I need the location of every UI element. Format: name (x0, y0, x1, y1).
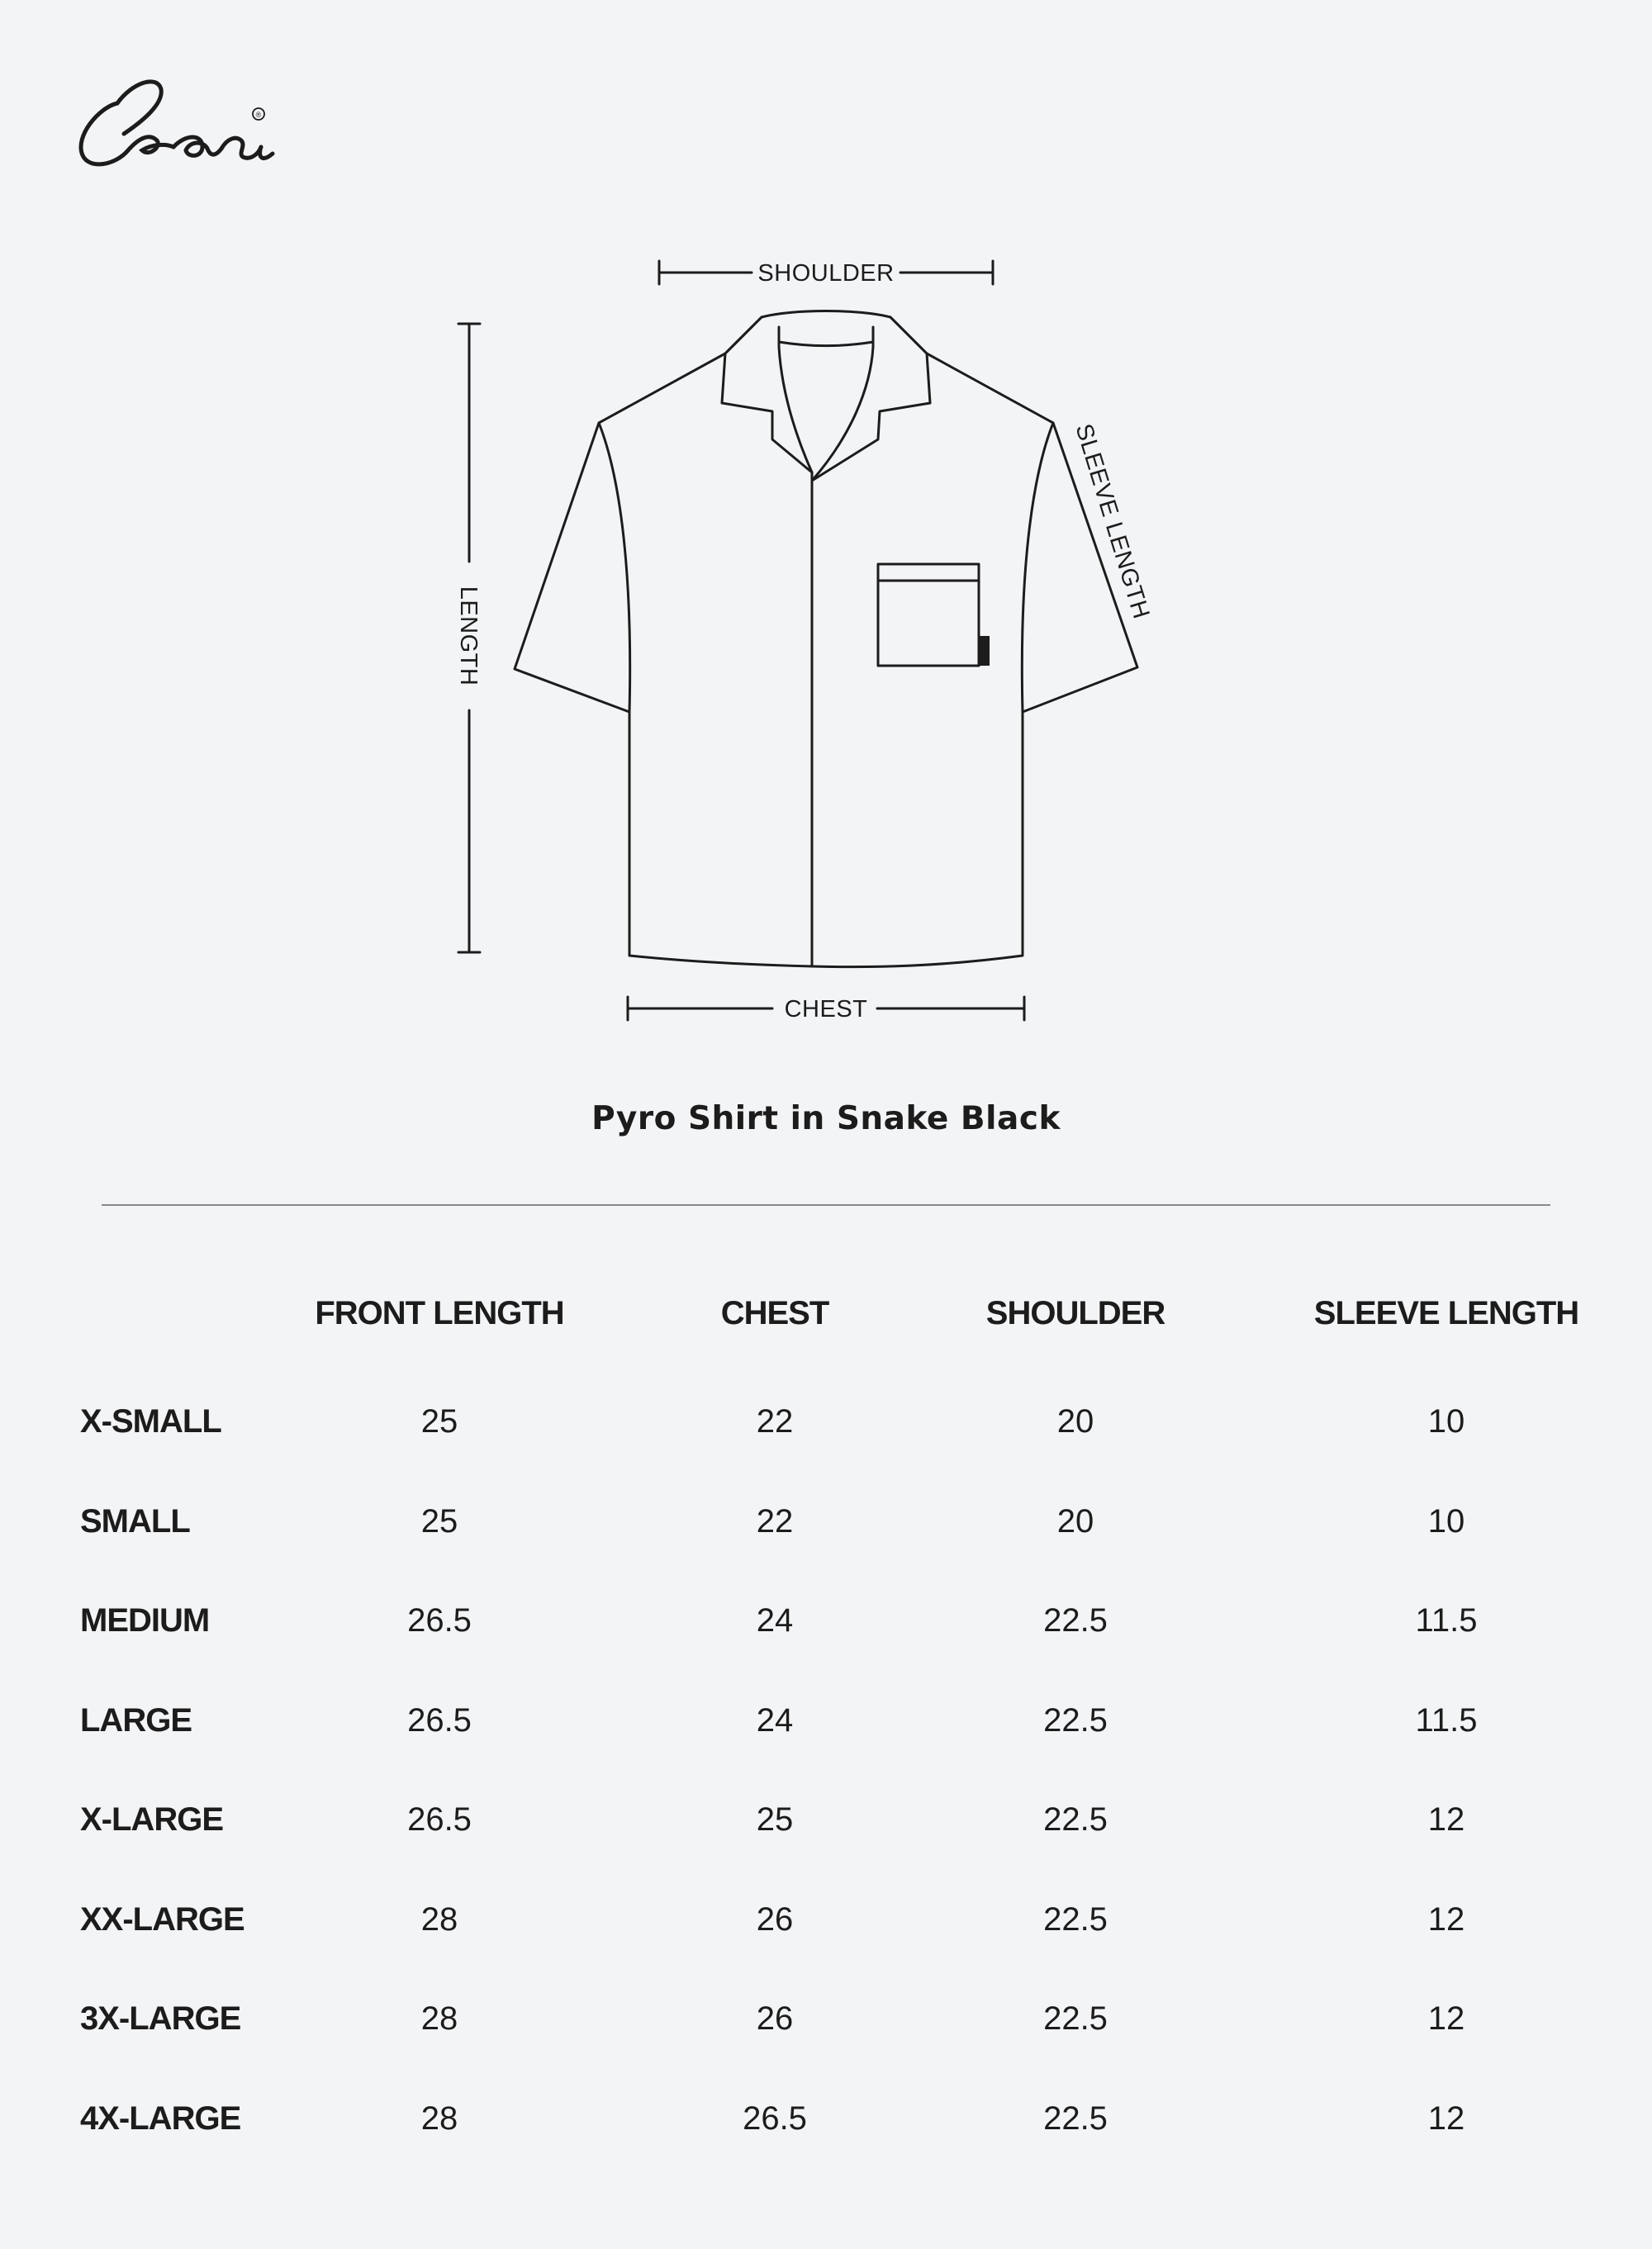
size-label: SMALL (80, 1503, 190, 1540)
table-cell: 25 (420, 1503, 458, 1540)
table-cell: 10 (1427, 1403, 1465, 1440)
table-cell: 22.5 (1043, 2000, 1108, 2037)
table-cell: 22 (756, 1503, 794, 1540)
table-header-row (0, 1288, 1652, 1338)
table-row (0, 1696, 1652, 1745)
chest-dimension-label: CHEST (784, 996, 868, 1022)
column-header: CHEST (720, 1295, 829, 1331)
table-cell: 22.5 (1043, 1602, 1108, 1639)
table-cell: 26.5 (407, 1801, 472, 1838)
table-cell: 26.5 (407, 1602, 472, 1639)
table-cell: 12 (1427, 2000, 1465, 2037)
table-row (0, 1895, 1652, 1944)
table-cell: 22.5 (1043, 2100, 1108, 2137)
section-divider (102, 1204, 1550, 1206)
table-cell: 12 (1427, 1901, 1465, 1938)
table-row (0, 1397, 1652, 1446)
table-cell: 12 (1427, 1801, 1465, 1838)
column-header: SHOULDER (985, 1295, 1165, 1331)
table-cell: 24 (756, 1602, 794, 1639)
size-label: 4X-LARGE (80, 2100, 241, 2137)
table-cell: 22.5 (1043, 1901, 1108, 1938)
table-cell: 11.5 (1415, 1602, 1478, 1639)
table-cell: 22 (756, 1403, 794, 1440)
column-header: FRONT LENGTH (315, 1295, 564, 1331)
table-row (0, 1596, 1652, 1645)
shoulder-dimension-label: SHOULDER (757, 260, 895, 287)
table-cell: 10 (1427, 1503, 1465, 1540)
registered-mark: ® (255, 111, 262, 119)
sleeve-length-dimension-label: SLEEVE LENGTH (1070, 420, 1155, 623)
length-dimension-label: LENGTH (455, 586, 482, 686)
table-row (0, 2094, 1652, 2143)
size-label: X-SMALL (80, 1403, 221, 1440)
table-cell: 12 (1427, 2100, 1465, 2137)
table-row (0, 1795, 1652, 1844)
shirt-diagram (0, 0, 1652, 1074)
table-cell: 26.5 (407, 1702, 472, 1739)
table-cell: 26 (756, 1901, 794, 1938)
table-cell: 28 (420, 1901, 458, 1938)
table-cell: 26 (756, 2000, 794, 2037)
table-cell: 22.5 (1043, 1801, 1108, 1838)
column-header: SLEEVE LENGTH (1313, 1295, 1579, 1331)
table-cell: 28 (420, 2100, 458, 2137)
table-row (0, 1994, 1652, 2043)
table-cell: 26.5 (743, 2100, 807, 2137)
table-cell: 20 (1056, 1503, 1094, 1540)
size-label: 3X-LARGE (80, 2000, 241, 2037)
table-cell: 20 (1056, 1403, 1094, 1440)
table-cell: 22.5 (1043, 1702, 1108, 1739)
size-label: LARGE (80, 1702, 192, 1739)
table-cell: 28 (420, 2000, 458, 2037)
product-title: Pyro Shirt in Snake Black (591, 1100, 1061, 1137)
table-cell: 24 (756, 1702, 794, 1739)
table-cell: 25 (420, 1403, 458, 1440)
table-cell: 11.5 (1415, 1702, 1478, 1739)
size-label: XX-LARGE (80, 1901, 244, 1938)
size-label: X-LARGE (80, 1801, 223, 1838)
table-cell: 25 (756, 1801, 794, 1838)
table-row (0, 1497, 1652, 1546)
size-label: MEDIUM (80, 1602, 210, 1639)
